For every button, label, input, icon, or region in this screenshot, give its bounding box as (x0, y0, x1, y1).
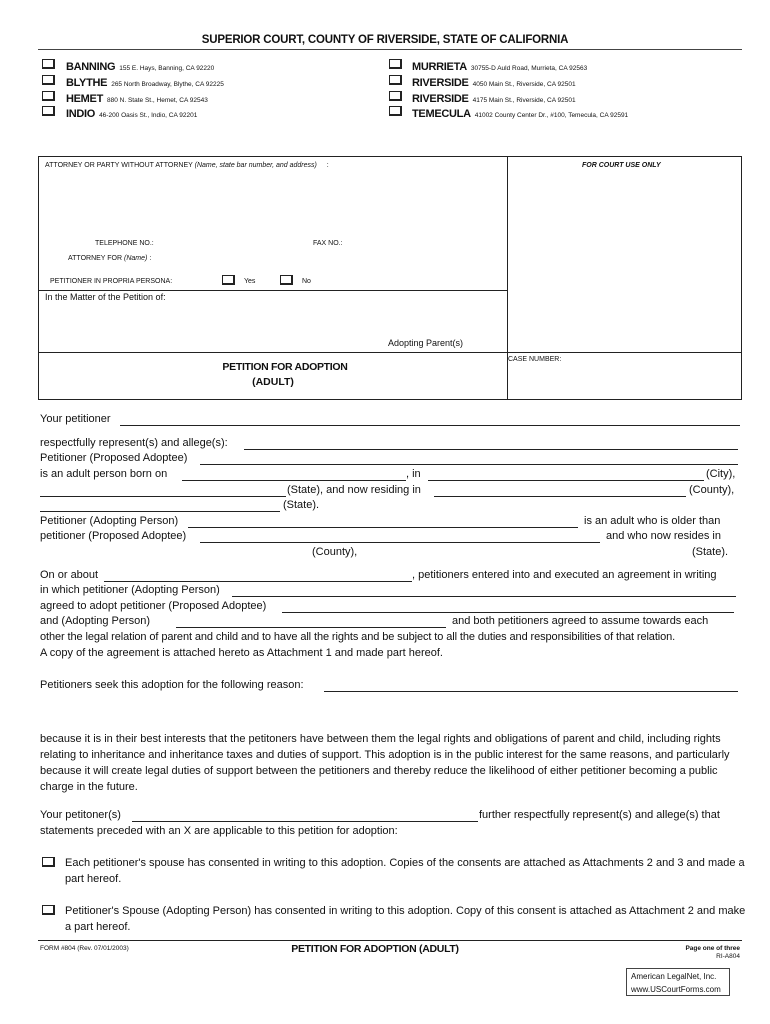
your-petitoners-field[interactable] (132, 821, 478, 822)
riverside-4050-checkbox[interactable] (389, 75, 402, 85)
caption-vertical-divider (507, 156, 508, 400)
county-label-2: (County), (312, 546, 358, 558)
county-label: (County), (689, 484, 735, 496)
other-relation-text: other the legal relation of parent and child and to have all the rights and be subject to all the duties and responsibilities of that relation. (40, 631, 676, 643)
proposed-adoptee-field-2[interactable] (200, 542, 600, 543)
adopting-spouse-checkbox[interactable] (42, 905, 55, 915)
form-code: RI-A804 (716, 953, 740, 960)
propria-no-label: No (302, 278, 311, 285)
telephone-label: TELEPHONE NO.: (95, 240, 154, 247)
respectfully-field[interactable] (244, 449, 738, 450)
footer-title: PETITION FOR ADOPTION (ADULT) (291, 943, 459, 955)
page-number: Page one of three (685, 945, 740, 952)
location-murrieta: MURRIETA 30755-D Auld Road, Murrieta, CA 92563 (412, 61, 588, 73)
agreement-date-field[interactable] (104, 581, 412, 582)
on-or-about-label: On or about (40, 569, 99, 581)
petition-title: PETITION FOR ADOPTION (222, 361, 348, 373)
resides-in-label: and who now resides in (606, 530, 721, 542)
attorney-label: ATTORNEY OR PARTY WITHOUT ATTORNEY (Name, state bar number, and address) : (45, 162, 329, 169)
banning-checkbox[interactable] (42, 59, 55, 69)
attorney-for-label: ATTORNEY FOR (Name) : (68, 255, 152, 262)
born-on-field[interactable] (182, 480, 406, 481)
blythe-checkbox[interactable] (42, 75, 55, 85)
proposed-adoptee-label: Petitioner (Proposed Adoptee) (40, 452, 188, 464)
riverside-4175-checkbox[interactable] (389, 91, 402, 101)
location-riverside-4050: RIVERSIDE 4050 Main St., Riverside, CA 92501 (412, 77, 576, 89)
copy-agreement-text: A copy of the agreement is attached hereto as Attachment 1 and made part hereof. (40, 647, 443, 659)
matter-label: In the Matter of the Petition of: (45, 292, 166, 302)
and-adopting-field[interactable] (176, 627, 446, 628)
and-adopting-label: and (Adopting Person) (40, 615, 151, 627)
respectfully-label: respectfully represent(s) and allege(s): (40, 437, 228, 449)
vendor-url[interactable]: www.USCourtForms.com (631, 985, 721, 994)
spouse-consent-checkbox[interactable] (42, 857, 55, 867)
further-label: further respectfully represent(s) and allege(s) that (479, 809, 720, 821)
state-end-label: (State). (283, 499, 320, 511)
both-agreed-label: and both petitioners agreed to assume towards each (452, 615, 709, 627)
adopting-person-label: Petitioner (Adopting Person) (40, 515, 179, 527)
propria-no-checkbox[interactable] (280, 275, 293, 285)
location-blythe: BLYTHE 265 North Broadway, Blythe, CA 92225 (66, 77, 224, 89)
footer-divider (38, 940, 742, 941)
location-hemet: HEMET 880 N. State St., Hemet, CA 92543 (66, 93, 208, 105)
birth-state-field[interactable] (40, 496, 286, 497)
header-divider (38, 49, 742, 50)
in-label: , in (406, 468, 421, 480)
state-label-2: (State). (692, 546, 729, 558)
seek-reason-label: Petitioners seek this adoption for the following reason: (40, 679, 304, 691)
proposed-adoptee-field[interactable] (200, 464, 738, 465)
agreed-to-adopt-label: agreed to adopt petitioner (Proposed Adoptee) (40, 600, 267, 612)
state-residing-label: (State), and now residing in (287, 484, 421, 496)
location-indio: INDIO 46-200 Oasis St., Indio, CA 92201 (66, 108, 198, 120)
location-banning: BANNING 155 E. Hays, Banning, CA 92220 (66, 61, 215, 73)
in-which-label: in which petitioner (Adopting Person) (40, 584, 220, 596)
older-than-label: is an adult who is older than (584, 515, 721, 527)
reason-field[interactable] (324, 691, 738, 692)
form-number: FORM #804 (Rev. 07/01/2003) (40, 945, 129, 952)
adopting-person-field[interactable] (188, 527, 578, 528)
city-label: (City), (706, 468, 736, 480)
court-use-label: FOR COURT USE ONLY (582, 162, 661, 169)
vendor-box (626, 968, 730, 996)
court-title: SUPERIOR COURT, COUNTY OF RIVERSIDE, STATE OF CALIFORNIA (201, 34, 569, 46)
temecula-checkbox[interactable] (389, 106, 402, 116)
matter-divider (38, 352, 742, 353)
attorney-section-divider (38, 290, 507, 291)
spouse-consent-text: Each petitioner's spouse has consented in writing to this adoption. Copies of the consents are attached as Attachments 2 and 3 and made a part hereof. (65, 857, 745, 885)
because-paragraph: because it is in their best interests that the petitoners have between them the legal rights and obligations of parent and child, including rights relating to inheritance and inheritance taxes and duties of support. This adoption is in the public interest for the same reasons, and particularly because it will create legal duties of support between the petitioners and thereby reduce the likelihood of either petitioner becoming a public charge in the future. (40, 733, 730, 793)
residing-state-field[interactable] (40, 511, 280, 512)
propria-yes-checkbox[interactable] (222, 275, 235, 285)
location-temecula: TEMECULA 41002 County Center Dr., #100, Temecula, CA 92591 (412, 108, 629, 120)
propria-yes-label: Yes (244, 278, 256, 285)
your-petitioner-field[interactable] (120, 425, 740, 426)
murrieta-checkbox[interactable] (389, 59, 402, 69)
entered-agreement-label: , petitioners entered into and executed an agreement in writing (412, 569, 717, 581)
indio-checkbox[interactable] (42, 106, 55, 116)
agreed-to-adopt-field[interactable] (282, 612, 734, 613)
location-riverside-4175: RIVERSIDE 4175 Main St., Riverside, CA 92501 (412, 93, 576, 105)
residing-county-field[interactable] (434, 496, 686, 497)
in-which-field[interactable] (232, 596, 736, 597)
propria-persona-label: PETITIONER IN PROPRIA PERSONA: (50, 278, 173, 285)
proposed-adoptee-label-2: petitioner (Proposed Adoptee) (40, 530, 187, 542)
adopting-spouse-text: Petitioner's Spouse (Adopting Person) has consented in writing to this adoption. Copy of this consent is attached as Attachment 2 and make a part hereof. (65, 905, 746, 933)
vendor-name: American LegalNet, Inc. (631, 972, 717, 981)
case-number-label: CASE NUMBER: (508, 356, 562, 363)
adopting-parents-label: Adopting Parent(s) (388, 338, 464, 348)
your-petitoners-label: Your petitoner(s) (40, 809, 121, 821)
born-on-label: is an adult person born on (40, 468, 168, 480)
birth-city-field[interactable] (428, 480, 704, 481)
your-petitioner-label: Your petitioner (40, 413, 111, 425)
statements-label: statements preceded with an X are applicable to this petition for adoption: (40, 825, 398, 837)
hemet-checkbox[interactable] (42, 91, 55, 101)
fax-label: FAX NO.: (313, 240, 343, 247)
petition-subtitle: (ADULT) (252, 376, 294, 388)
